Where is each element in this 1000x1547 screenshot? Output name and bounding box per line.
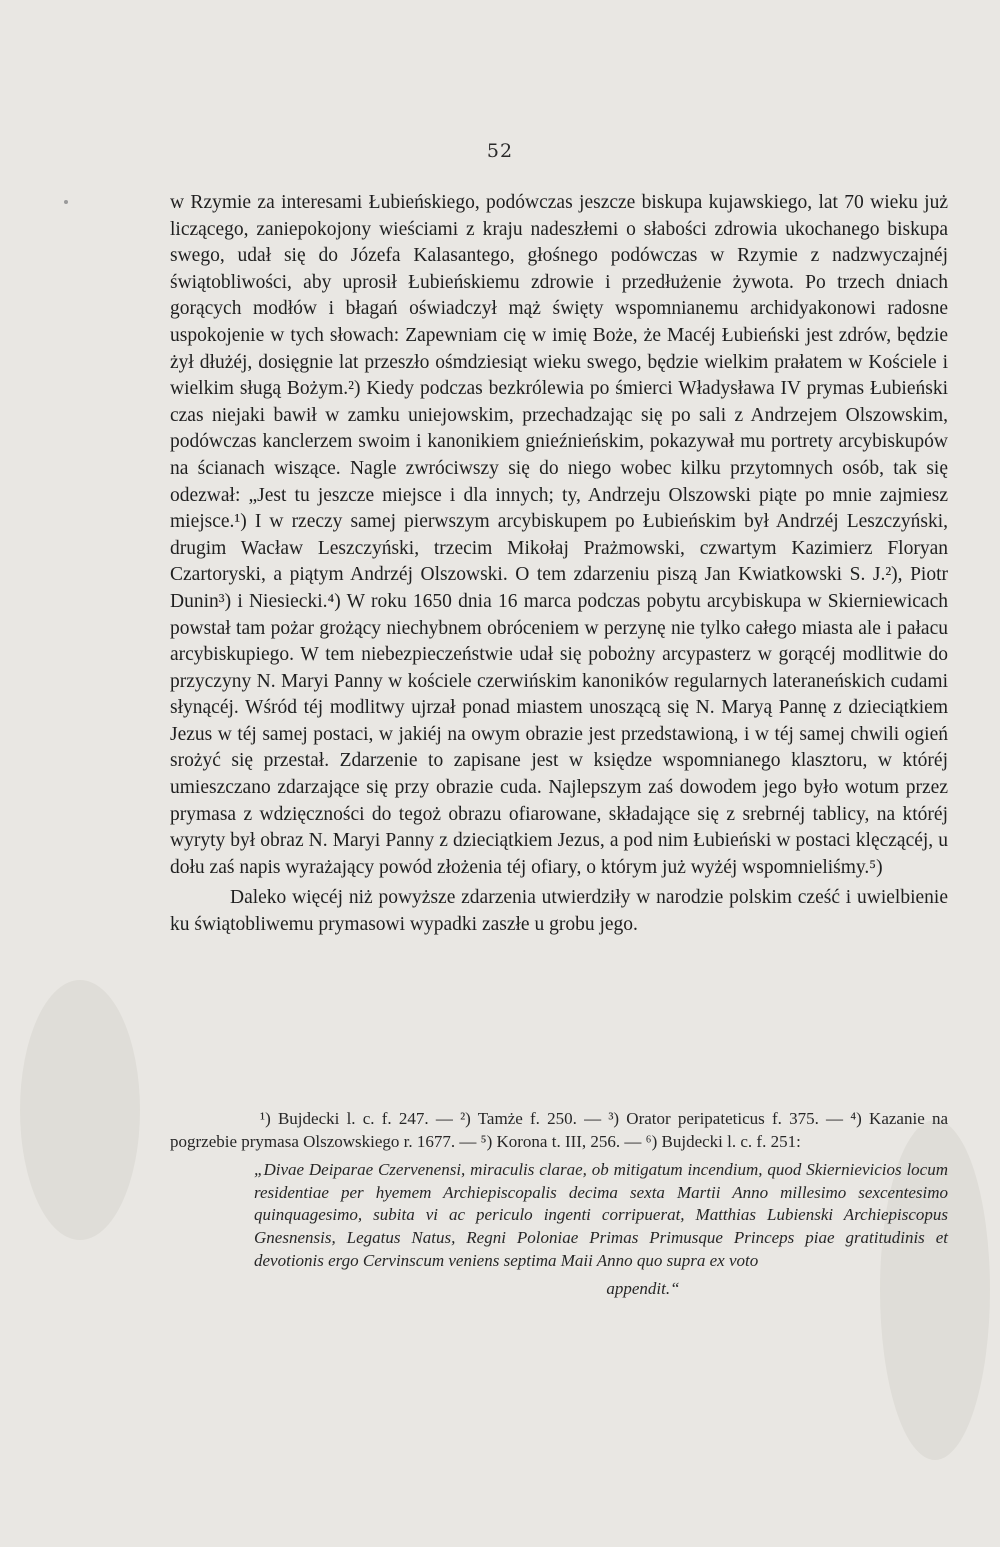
body-paragraph: w Rzymie za interesami Łubieńskiego, podówczas jeszcze biskupa kujawskiego, lat 70 wieku już liczącego, zaniepokojony wieściami z kraju nadeszłemi o słabości zdrowia ukochanego biskupa swego, udał się do Józefa Kalasantego, głośnego podówczas w Rzymie z nadzwyczajnéj świątobliwości, aby uprosił Łubieńskiemu zdrowie i przedłużenie żywota. Po trzech dniach gorących modłów i błagań oświadczył mąż święty wspomnianemu archidyakonowi radosne uspokojenie w tych słowach: Zapewniam cię w imię Boże, że Macéj Łubieński jest zdrów, będzie żył dłużéj, dosięgnie lat przeszło ośmdziesiąt wieku swego, będzie wielkim prałatem w Kościele i wielkim sługą Bożym.²) Kiedy podczas bezkrólewia po śmierci Władysława IV prymas Łubieński czas niejaki bawił w zamku uniejowskim, przechadzając się po sali z Andrzejem Olszowskim, podówczas kanclerzem swoim i kanonikiem gnieźnieńskim, pokazywał mu portrety arcybiskupów na ścianach wiszące. Nagle zwróciwszy się do niego wobec kilku przytomnych osób, tak się odezwał: „Jest tu jeszcze miejsce i dla innych; ty, Andrzeju Olszowski piąte po mnie zajmiesz miejsce.¹) I w rzeczy samej pierwszym arcybiskupem po Łubieńskim był Andrzéj Leszczyński, drugim Wacław Leszczyński, trzecim Mikołaj Prażmowski, czwartym Kazimierz Floryan Czartoryski, a piątym Andrzéj Olszowski. O tem zdarzeniu piszą Jan Kwiatkowski S. J.²), Piotr Dunin³) i Niesiecki.⁴) W roku 1650 dnia 16 marca podczas pobytu arcybiskupa w Skierniewicach powstał tam pożar grożący niechybnem obróceniem w perzynę nie tylko całego miasta ale i pałacu arcybiskupiego. W tem niebezpieczeństwie udał się pobożny arcypasterz w gorącéj modlitwie do przyczyny N. Maryi Panny w kościele czerwińskim kanoników regularnych lateraneńskich cudami słynącéj. Wśród téj modlitwy ujrzał ponad miastem unoszącą się N. Maryą Pannę z dzieciątkiem Jezus w téj samej postaci, w jakiéj na owym obrazie jest przedstawioną, i w téj samej chwili ogień srożyć się przestał. Zdarzenie to zapisane jest w księdze wspomnianego klasztoru, w któréj umieszczano zdarzające się przy obrazie cuda. Najlepszym zaś dowodem jego było wotum przez prymasa z wdzięczności do tegoż obrazu ofiarowane, składające się z srebrnéj tablicy, na któréj wyryty był obraz N. Maryi Panny z dzieciątkiem Jezus, a pod nim Łubieński w postaci klęczącéj, u dołu zaś napis wyrażający powód złożenia téj ofiary, o którym już wyżéj wspomnieliśmy.⁵)	[170, 192, 948, 878]
body-text	[170, 190, 948, 939]
footnote-references: ¹) Bujdecki l. c. f. 247. — ²) Tamże f. 250. — ³) Orator peripateticus f. 375. — ⁴) Kazanie na pogrzebie prymasa Olszowskiego r. 1677. — ⁵) Korona t. III, 256. — ⁶) Bujdecki l. c. f. 251:	[170, 1109, 948, 1151]
body-paragraph: Daleko więcéj niż powyższe zdarzenia utwierdziły w narodzie polskim cześć i uwielbienie ku świątobliwemu prymasowi wypadki zaszłe u grobu jego.	[170, 887, 948, 936]
footnote-latin-quote-end: appendit.“	[606, 1279, 680, 1299]
footnotes	[170, 1108, 948, 1301]
page-number: 52	[486, 140, 514, 162]
paper-stain	[20, 980, 140, 1240]
footnote-latin-quote: „Divae Deiparae Czervenensi, miraculis clarae, ob mitigatum incendium, quod Skiernievicios locum residentiae per hyemem Archiepiscopalis decima sexta Martii Anno millesimo sexcentesimo quinquagesimo, subita vi ac periculo ingenti corripuerat, Matthias Lubienski Archiepiscopus Gnesnensis, Legatus Natus, Regni Poloniae Primas Primusque Princeps piae gratitudinis et devotionis ergo Cervinscum veniens septima Maii Anno quo supra ex voto	[254, 1160, 948, 1270]
margin-mark	[64, 200, 68, 204]
